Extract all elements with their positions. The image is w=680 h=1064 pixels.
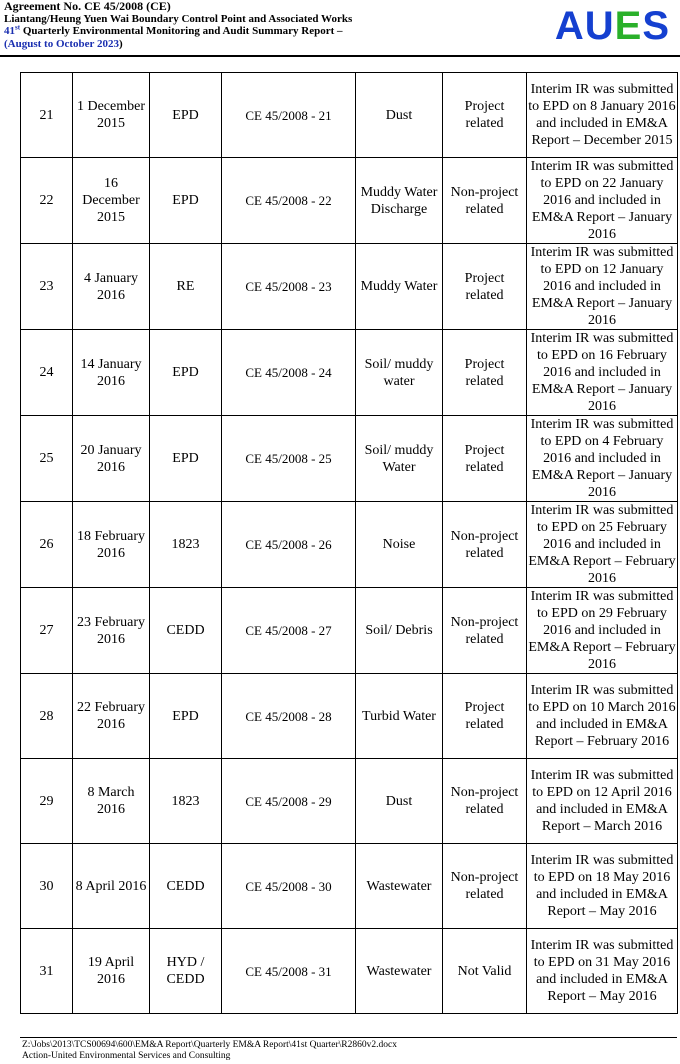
logo-letter-a: A: [554, 4, 585, 48]
complaint-date-cell: 8 March 2016: [73, 759, 150, 844]
received-from-cell: EPD: [150, 73, 222, 158]
table-row: [21, 674, 678, 759]
agreement-number: Agreement No. CE 45/2008 (CE): [4, 0, 171, 13]
table-row: [21, 73, 678, 158]
complaint-type-cell: Soil/ Debris: [356, 588, 443, 674]
complaint-type-cell: Soil/ muddy Water: [356, 416, 443, 502]
row-number-cell: 25: [21, 416, 73, 502]
page-header: [4, 0, 676, 56]
received-from-cell: RE: [150, 244, 222, 330]
remark-cell: Interim IR was submitted to EPD on 4 February 2016 and included in EM&A Report – January 2016: [527, 416, 678, 502]
row-number-cell: 29: [21, 759, 73, 844]
reference-number-cell: CE 45/2008 - 30: [222, 844, 356, 929]
file-path: Z:\Jobs\2013\TCS00694\600\EM&A Report\Quarterly EM&A Report\41st Quarter\R2860v2.docx: [22, 1040, 397, 1050]
remark-cell: Interim IR was submitted to EPD on 16 February 2016 and included in EM&A Report – January 2016: [527, 330, 678, 416]
complaint-date-cell: 14 January 2016: [73, 330, 150, 416]
complaint-type-cell: Muddy Water: [356, 244, 443, 330]
investigation-status-cell: Not Valid: [443, 929, 527, 1014]
remark-cell: Interim IR was submitted to EPD on 29 February 2016 and included in EM&A Report – February 2016: [528, 589, 676, 672]
remark-cell: Interim IR was submitted to EPD on 12 April 2016 and included in EM&A Report – March 2016: [527, 759, 678, 844]
investigation-status-cell: Project related: [443, 244, 527, 330]
investigation-status-cell: Non-project related: [443, 158, 527, 244]
reference-number-cell: CE 45/2008 - 26: [222, 502, 356, 588]
company-name: Action-United Environmental Services and Consulting: [22, 1051, 231, 1061]
remark-cell: Interim IR was submitted to EPD on 22 January 2016 and included in EM&A Report – January 2016: [527, 158, 678, 244]
reference-number-cell: CE 45/2008 - 23: [222, 244, 356, 330]
complaint-date-cell: 20 January 2016: [73, 416, 150, 502]
row-number-cell: 27: [21, 588, 73, 674]
received-from-cell: 1823: [150, 502, 222, 588]
complaint-date-cell: 19 April 2016: [73, 929, 150, 1014]
row-number-cell: 24: [21, 330, 73, 416]
table-row: [21, 416, 678, 502]
table-row: [21, 929, 678, 1014]
table-row: [21, 588, 678, 674]
logo-letter-u: U: [584, 4, 615, 48]
table-body: [21, 73, 678, 1014]
complaint-date-cell: 22 February 2016: [73, 674, 150, 759]
complaint-date-cell: 8 April 2016: [73, 844, 150, 929]
investigation-status-cell: Project related: [443, 73, 527, 158]
row-number-cell: 26: [21, 502, 73, 588]
remark-cell: Interim IR was submitted to EPD on 8 January 2016 and included in EM&A Report – December 2015: [527, 73, 678, 158]
complaint-type-cell: Noise: [356, 502, 443, 588]
footer-divider: [20, 1037, 677, 1038]
reference-number-cell: CE 45/2008 - 28: [222, 674, 356, 759]
received-from-cell: CEDD: [150, 844, 222, 929]
logo-letter-e: E: [614, 4, 643, 48]
reference-number-cell: CE 45/2008 - 22: [222, 158, 356, 244]
logo-letter-s: S: [642, 4, 670, 48]
header-divider: [0, 55, 680, 57]
received-from-cell: 1823: [150, 759, 222, 844]
complaint-type-cell: Soil/ muddy water: [356, 330, 443, 416]
report-period-open: (: [4, 37, 8, 50]
reference-number-cell: CE 45/2008 - 21: [222, 73, 356, 158]
investigation-status-cell: Project related: [443, 416, 527, 502]
investigation-status-cell: Non-project related: [443, 759, 527, 844]
report-number-suffix: st: [15, 23, 21, 32]
complaint-type-cell: Muddy Water Discharge: [356, 158, 443, 244]
reference-number-cell: CE 45/2008 - 29: [222, 759, 356, 844]
table-row: [21, 330, 678, 416]
table-row: [21, 158, 678, 244]
table-row: [21, 844, 678, 929]
investigation-status-cell: Project related: [443, 674, 527, 759]
remark-cell: Interim IR was submitted to EPD on 18 May 2016 and included in EM&A Report – May 2016: [527, 844, 678, 929]
received-from-cell: EPD: [150, 158, 222, 244]
investigation-status-cell: Non-project related: [443, 588, 527, 674]
complaint-type-cell: Dust: [356, 759, 443, 844]
remark-cell: Interim IR was submitted to EPD on 25 February 2016 and included in EM&A Report – February 2016: [528, 503, 676, 586]
report-period-text: August to October 2023: [7, 37, 119, 50]
investigation-status-cell: Project related: [443, 330, 527, 416]
complaint-date-cell: 4 January 2016: [73, 244, 150, 330]
remark-cell: Interim IR was submitted to EPD on 10 March 2016 and included in EM&A Report – February 2016: [527, 674, 678, 759]
row-number-cell: 30: [21, 844, 73, 929]
investigation-status-cell: Non-project related: [443, 502, 527, 588]
complaint-date-cell: 1 December 2015: [73, 73, 150, 158]
received-from-cell: EPD: [150, 416, 222, 502]
row-number-cell: 28: [21, 674, 73, 759]
table-row: [21, 244, 678, 330]
reference-number-cell: CE 45/2008 - 27: [222, 588, 356, 674]
received-from-cell: HYD / CEDD: [150, 929, 222, 1014]
complaint-type-cell: Dust: [356, 73, 443, 158]
table-row: [21, 502, 678, 588]
row-number-cell: 22: [21, 158, 73, 244]
complaint-type-cell: Wastewater: [356, 929, 443, 1014]
complaint-log-table: [20, 72, 678, 1014]
remark-cell: Interim IR was submitted to EPD on 12 January 2016 and included in EM&A Report – January 2016: [527, 244, 678, 330]
report-period-close: ): [119, 37, 123, 50]
complaint-date-cell: 16 December 2015: [73, 158, 150, 244]
complaint-type-cell: Turbid Water: [356, 674, 443, 759]
row-number-cell: 31: [21, 929, 73, 1014]
remark-cell: Interim IR was submitted to EPD on 31 May 2016 and included in EM&A Report – May 2016: [527, 929, 678, 1014]
reference-number-cell: CE 45/2008 - 31: [222, 929, 356, 1014]
row-number-cell: 21: [21, 73, 73, 158]
reference-number-cell: CE 45/2008 - 24: [222, 330, 356, 416]
complaint-date-cell: 18 February 2016: [73, 502, 150, 588]
complaint-type-cell: Wastewater: [356, 844, 443, 929]
report-title-text: Quarterly Environmental Monitoring and Audit Summary Report –: [20, 25, 343, 37]
page-footer: [22, 1040, 672, 1062]
received-from-cell: EPD: [150, 674, 222, 759]
investigation-status-cell: Non-project related: [443, 844, 527, 929]
complaint-date-cell: 23 February 2016: [73, 588, 150, 674]
received-from-cell: CEDD: [150, 588, 222, 674]
row-number-cell: 23: [21, 244, 73, 330]
table-row: [21, 759, 678, 844]
reference-number-cell: CE 45/2008 - 25: [222, 416, 356, 502]
project-title: Liantang/Heung Yuen Wai Boundary Control Point and Associated Works: [4, 12, 353, 25]
report-number: 41: [4, 25, 15, 37]
received-from-cell: EPD: [150, 330, 222, 416]
aues-logo: [555, 4, 670, 48]
